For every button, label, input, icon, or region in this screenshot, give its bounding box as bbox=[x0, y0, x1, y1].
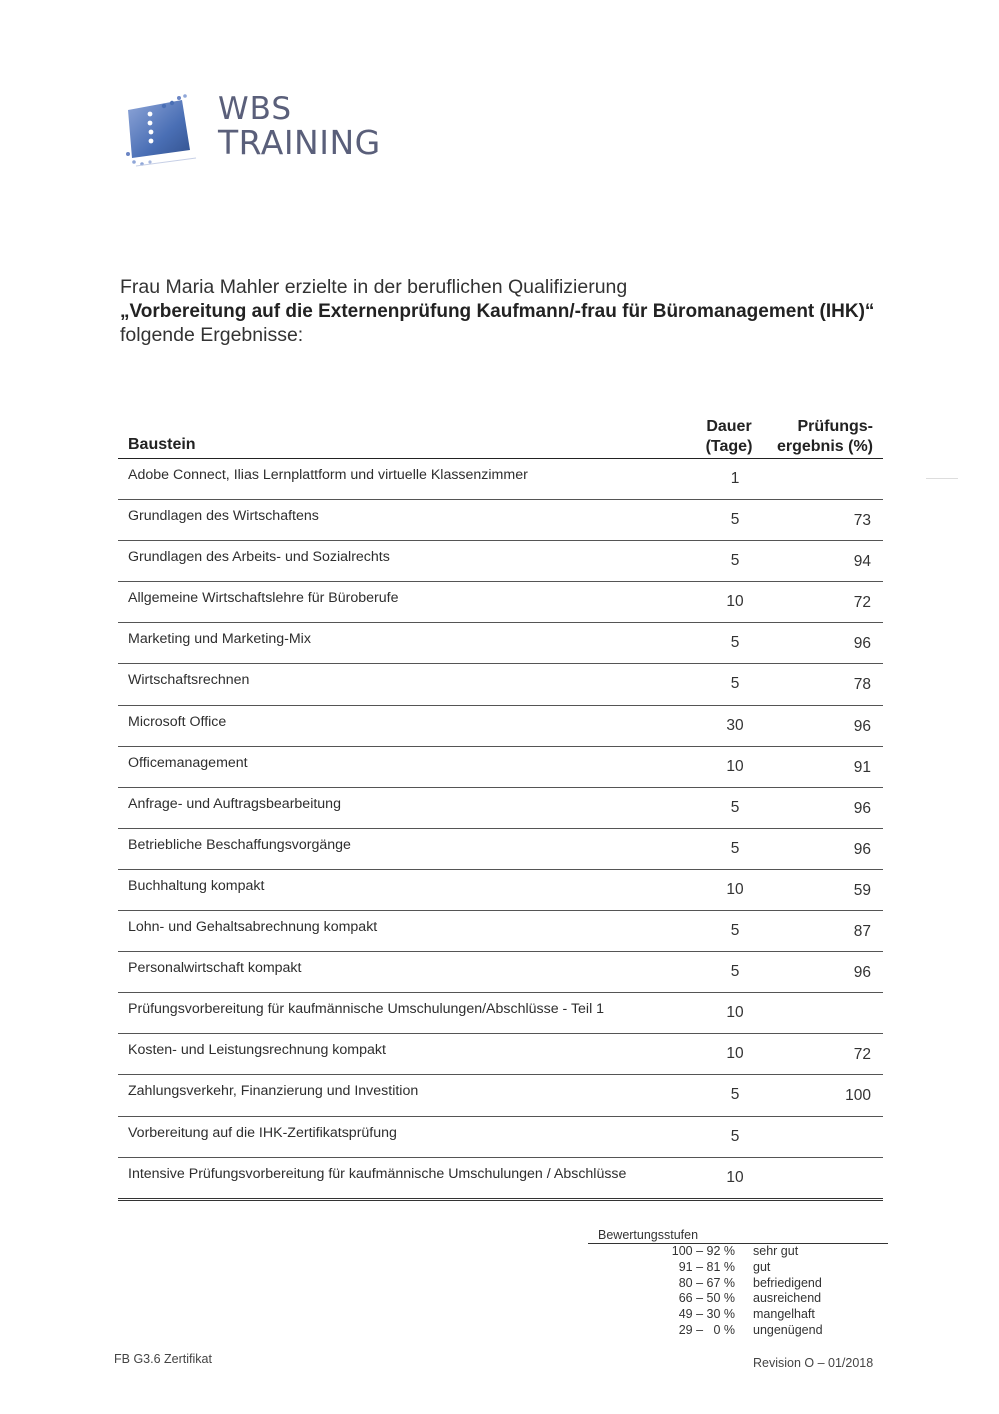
header-result-line1: Prüfungs- bbox=[797, 418, 873, 435]
grade-range: 29 – 0 % bbox=[678, 1322, 735, 1337]
table-row bbox=[118, 788, 883, 829]
module-exam-result: 78 bbox=[853, 676, 871, 694]
header-dauer-line1: Dauer bbox=[706, 418, 752, 435]
module-duration-days: 5 bbox=[730, 1127, 740, 1145]
table-body bbox=[118, 459, 883, 1201]
module-duration-days: 5 bbox=[730, 839, 740, 857]
module-name: Intensive Prüfungsvorbereitung für kaufmännische Umschulungen / Abschlüsse bbox=[128, 1165, 627, 1182]
grade-label: befriedigend bbox=[753, 1275, 822, 1290]
module-name: Personalwirtschaft kompakt bbox=[128, 960, 302, 977]
module-exam-result: 59 bbox=[853, 881, 871, 899]
table-row bbox=[118, 1158, 883, 1201]
grading-scale bbox=[588, 1228, 888, 1339]
table-row bbox=[118, 706, 883, 747]
module-name: Microsoft Office bbox=[128, 713, 227, 730]
module-name: Vorbereitung auf die IHK-Zertifikatsprüfung bbox=[128, 1124, 397, 1141]
module-duration-days: 30 bbox=[726, 716, 744, 734]
grade-label: ungenügend bbox=[753, 1322, 823, 1337]
module-name: Officemanagement bbox=[128, 754, 248, 771]
grade-label: gut bbox=[753, 1259, 771, 1274]
table-row bbox=[118, 623, 883, 664]
revision-label: Revision O – 01/2018 bbox=[753, 1356, 874, 1370]
grade-range: 100 – 92 % bbox=[671, 1244, 735, 1258]
module-name: Prüfungsvorbereitung für kaufmännische Umschulungen/Abschlüsse - Teil 1 bbox=[128, 1001, 605, 1018]
logo-line-training: TRAINING bbox=[218, 123, 381, 162]
module-name: Marketing und Marketing-Mix bbox=[128, 631, 311, 648]
module-exam-result: 96 bbox=[853, 799, 871, 817]
logo-line-wbs: WBS bbox=[218, 91, 293, 127]
module-exam-result: 72 bbox=[853, 1046, 871, 1064]
certificate-intro bbox=[120, 276, 890, 347]
form-id: FB G3.6 Zertifikat bbox=[114, 1352, 212, 1366]
module-duration-days: 5 bbox=[730, 1086, 740, 1104]
table-row bbox=[118, 1075, 883, 1116]
module-duration-days: 5 bbox=[730, 798, 740, 816]
module-exam-result: 96 bbox=[853, 717, 871, 735]
module-exam-result: 94 bbox=[853, 553, 871, 571]
table-row bbox=[118, 664, 883, 705]
table-row bbox=[118, 1034, 883, 1075]
qualification-title: „Vorbereitung auf die Externenprüfung Kaufmann/-frau für Büromanagement (IHK)“ bbox=[120, 301, 875, 322]
grade-range: 80 – 67 % bbox=[678, 1275, 735, 1290]
table-row bbox=[118, 541, 883, 582]
module-duration-days: 1 bbox=[730, 470, 740, 487]
module-duration-days: 5 bbox=[730, 675, 740, 693]
logo-wordmark bbox=[218, 91, 381, 162]
results-table bbox=[118, 416, 883, 1201]
table-row bbox=[118, 870, 883, 911]
grade-range: 49 – 30 % bbox=[678, 1307, 735, 1322]
table-row bbox=[118, 500, 883, 541]
grading-scale-item bbox=[588, 1244, 888, 1260]
table-row bbox=[118, 993, 883, 1034]
table-row bbox=[118, 459, 883, 500]
module-duration-days: 5 bbox=[730, 634, 740, 652]
grading-scale-item bbox=[588, 1276, 888, 1292]
grade-range: 66 – 50 % bbox=[678, 1291, 735, 1306]
module-duration-days: 5 bbox=[730, 922, 740, 940]
module-name: Anfrage- und Auftragsbearbeitung bbox=[128, 795, 341, 812]
wbs-training-logo bbox=[116, 92, 406, 182]
table-row bbox=[118, 747, 883, 788]
grading-scale-item bbox=[588, 1307, 888, 1323]
module-duration-days: 5 bbox=[730, 511, 740, 529]
header-dauer-line2: (Tage) bbox=[705, 438, 753, 455]
grading-scale-list bbox=[588, 1244, 888, 1339]
module-exam-result: 100 bbox=[845, 1087, 871, 1105]
module-duration-days: 10 bbox=[726, 1045, 744, 1063]
module-exam-result: 96 bbox=[853, 635, 871, 653]
module-exam-result: 96 bbox=[853, 964, 871, 982]
module-name: Grundlagen des Arbeits- und Sozialrechts bbox=[128, 549, 390, 566]
header-result-line2: ergebnis (%) bbox=[776, 438, 873, 455]
grading-scale-item bbox=[588, 1260, 888, 1276]
module-name: Wirtschaftsrechnen bbox=[128, 672, 250, 689]
module-name: Zahlungsverkehr, Finanzierung und Investition bbox=[128, 1083, 419, 1100]
module-name: Kosten- und Leistungsrechnung kompakt bbox=[128, 1042, 386, 1059]
table-row bbox=[118, 829, 883, 870]
grade-label: sehr gut bbox=[753, 1244, 799, 1258]
module-exam-result: 87 bbox=[853, 923, 871, 941]
module-exam-result: 72 bbox=[853, 594, 871, 612]
module-duration-days: 10 bbox=[726, 1004, 744, 1022]
grade-label: ausreichend bbox=[753, 1291, 822, 1306]
grading-scale-title: Bewertungsstufen bbox=[588, 1228, 888, 1244]
grade-label: mangelhaft bbox=[753, 1307, 815, 1322]
module-name: Adobe Connect, Ilias Lernplattform und virtuelle Klassenzimmer bbox=[128, 467, 528, 483]
module-exam-result: 91 bbox=[853, 758, 871, 776]
module-duration-days: 10 bbox=[726, 593, 744, 611]
module-duration-days: 10 bbox=[726, 757, 744, 775]
module-name: Buchhaltung kompakt bbox=[128, 877, 265, 894]
module-name: Lohn- und Gehaltsabrechnung kompakt bbox=[128, 919, 378, 936]
module-name: Betriebliche Beschaffungsvorgänge bbox=[128, 836, 351, 853]
table-header bbox=[118, 416, 883, 459]
table-row bbox=[118, 952, 883, 993]
table-row bbox=[118, 582, 883, 623]
module-duration-days: 10 bbox=[726, 880, 744, 898]
table-row bbox=[118, 911, 883, 952]
module-name: Allgemeine Wirtschaftslehre für Büroberufe bbox=[128, 590, 399, 607]
grading-scale-item bbox=[588, 1291, 888, 1307]
module-duration-days: 5 bbox=[730, 552, 740, 570]
wbs-logo-mark-icon bbox=[116, 92, 206, 172]
intro-recipient-line: Frau Maria Mahler erzielte in der beruflichen Qualifizierung bbox=[120, 276, 628, 298]
header-pruefungsergebnis bbox=[777, 417, 873, 457]
module-exam-result: 96 bbox=[853, 840, 871, 858]
module-name: Grundlagen des Wirtschaftens bbox=[128, 508, 319, 525]
intro-results-line: folgende Ergebnisse: bbox=[120, 324, 304, 347]
grading-scale-item bbox=[588, 1323, 888, 1339]
header-baustein: Baustein bbox=[128, 436, 196, 453]
margin-mark bbox=[926, 478, 958, 479]
grade-range: 91 – 81 % bbox=[678, 1259, 735, 1274]
table-row bbox=[118, 1117, 883, 1158]
header-dauer bbox=[702, 417, 756, 457]
module-duration-days: 5 bbox=[730, 963, 740, 981]
module-duration-days: 10 bbox=[726, 1168, 744, 1186]
module-exam-result: 73 bbox=[853, 512, 871, 530]
